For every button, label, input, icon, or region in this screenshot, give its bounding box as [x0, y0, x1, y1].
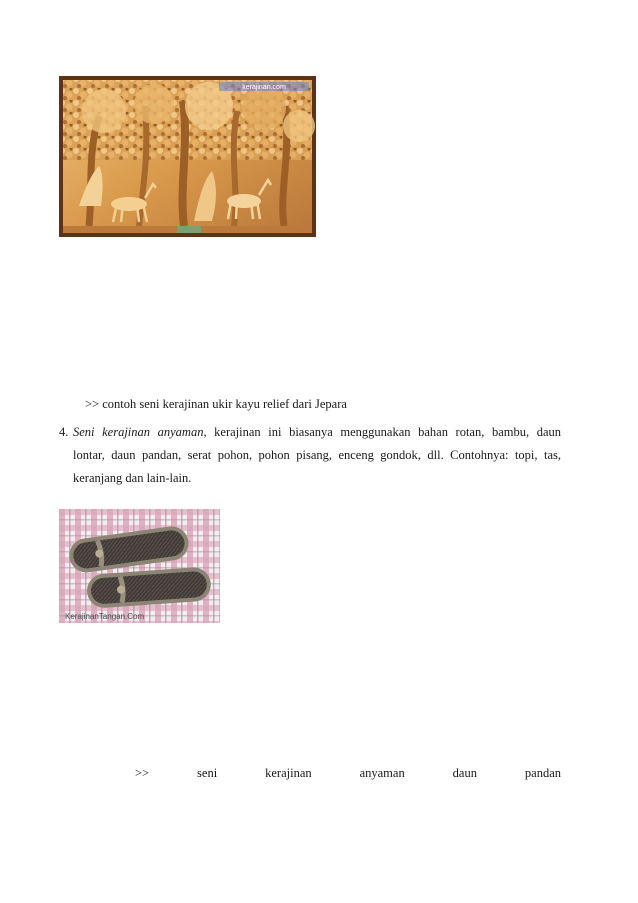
sandals-watermark: KerajinanTangan.Com — [65, 612, 145, 621]
relief-watermark: kerajinan.com — [242, 84, 286, 91]
caption-word: anyaman — [359, 766, 405, 780]
caption-word: pandan — [524, 766, 561, 780]
item-line-1-rest: , kerajinan ini biasanya menggunakan bahan rotan, bambu, daun — [203, 425, 561, 439]
list-number: 4. — [59, 425, 69, 439]
item-line-3: keranjang dan lain-lain. — [73, 471, 192, 485]
item-term: Seni kerajinan anyaman — [73, 425, 204, 439]
item-line-2: lontar, daun pandan, serat pohon, pohon pisang, enceng gondok, dll. Contohnya: topi, tas, — [73, 448, 561, 462]
wood-relief-image — [59, 76, 316, 237]
caption-word: >> — [135, 766, 150, 780]
item-line-1 — [73, 421, 561, 444]
list-item-anyaman — [59, 421, 561, 490]
caption-word: daun — [452, 766, 477, 780]
figure-caption-sandals — [135, 766, 561, 781]
figure-caption-relief: >> contoh seni kerajinan ukir kayu relief dari Jepara — [85, 397, 347, 411]
caption-word: kerajinan — [265, 766, 312, 780]
woven-sandals-image — [59, 509, 220, 623]
caption-word: seni — [197, 766, 218, 780]
